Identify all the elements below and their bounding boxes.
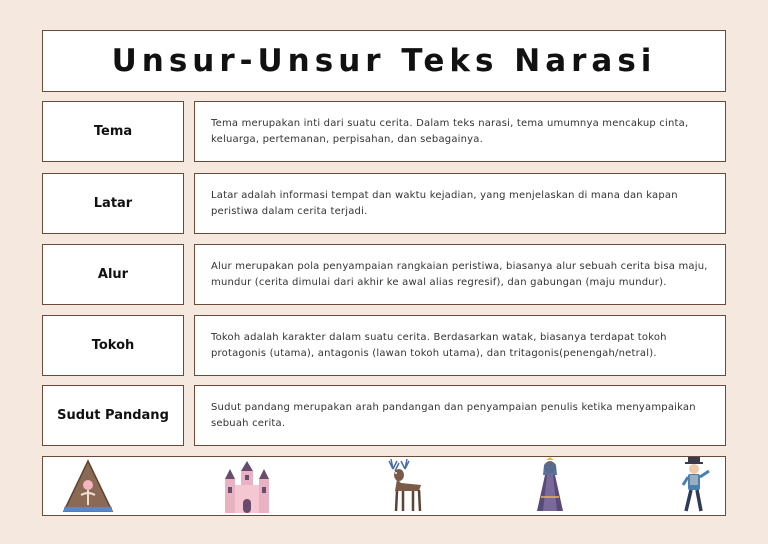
label-box-latar [42,173,184,234]
title-box [42,30,726,92]
row-label: Tema [93,124,133,139]
desc-box-tokoh [194,315,726,376]
row-description: Tema merupakan inti dari suatu cerita. Dalam teks narasi, tema umumnya mencakup cinta, keluarga, pertemanan, perpisahan, dan sebagainya. [211,117,689,145]
label-box-alur [42,244,184,305]
castle-icon [221,459,273,513]
label-box-sudut-pandang [42,385,184,446]
row-description: Latar adalah informasi tempat dan waktu kejadian, yang menjelaskan di mana dan kapan peristiwa dalam cerita terjadi. [211,189,678,217]
row-label: Sudut Pandang [57,408,169,423]
row-label: Latar [93,196,133,211]
desc-box-alur [194,244,726,305]
illustrations-strip [42,456,726,516]
label-box-tokoh [42,315,184,376]
desc-box-latar [194,173,726,234]
prince-icon [677,457,711,513]
row-label: Tokoh [91,338,135,353]
row-description: Tokoh adalah karakter dalam suatu cerita. Berdasarkan watak, biasanya terdapat tokoh protagonis (utama), antagonis (lawan tokoh utama), dan tritagonis(penengah/netral). [211,331,667,359]
desc-box-sudut-pandang [194,385,726,446]
tent-icon [61,459,115,513]
row-label: Alur [97,267,129,282]
label-box-tema [42,101,184,162]
row-description: Alur merupakan pola penyampaian rangkaian peristiwa, biasanya alur sebuah cerita bisa maju, mundur (cerita dimulai dari akhir ke awal alias regresif), dan gabungan (maju mundur). [211,260,708,288]
desc-box-tema [194,101,726,162]
page-title: Unsur-Unsur Teks Narasi [111,43,657,79]
row-description: Sudut pandang merupakan arah pandangan dan penyampaian penulis ketika menyampaikan sebuah cerita. [211,401,696,429]
princess-icon [533,457,567,513]
deer-icon [379,457,429,513]
